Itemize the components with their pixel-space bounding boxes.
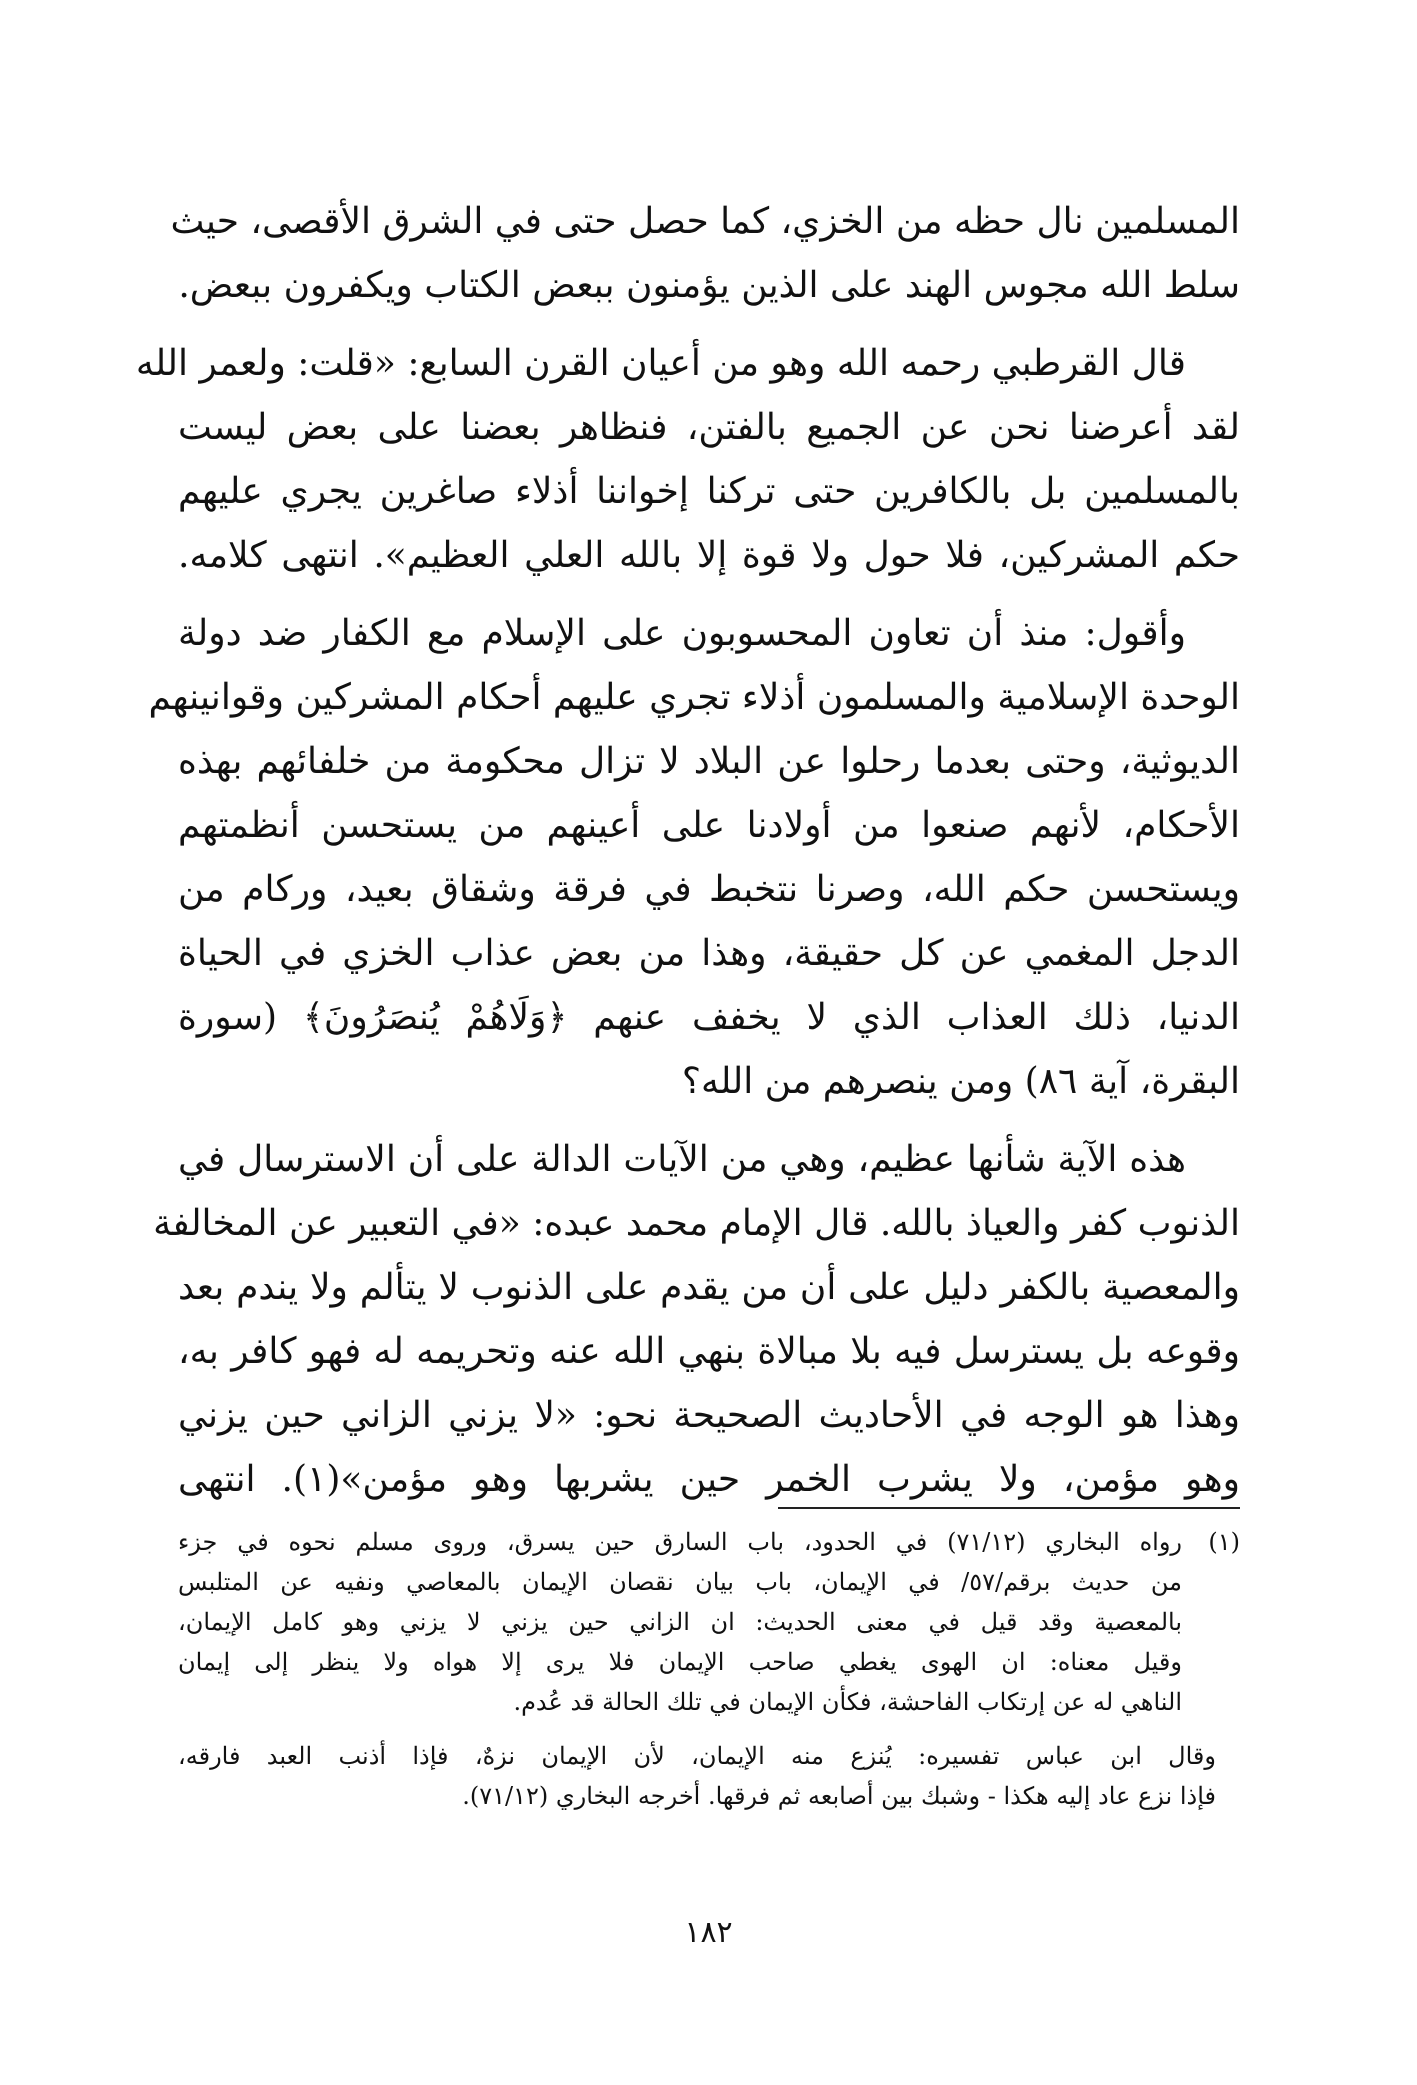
paragraph-author xyxy=(148,602,1240,1114)
footnote-line: بالمعصية وقد قيل في معنى الحديث: ان الزاني حين يزني لا يزني وهو كامل الإيمان، xyxy=(178,1608,1182,1636)
text-line: وأقول: منذ أن تعاون المحسوبون على الإسلام مع الكفار ضد دولة xyxy=(178,613,1186,654)
text-line: بالمسلمين بل بالكافرين حتى تركنا إخواننا أذلاء صاغرين يجري عليهم xyxy=(178,471,1240,512)
footnote-line: وقيل معناه: ان الهوى يغطي صاحب الإيمان فلا يرى إلا هواه ولا ينظر إلى إيمان xyxy=(178,1648,1182,1676)
text-line: الديوثية، وحتى بعدما رحلوا عن البلاد لا تزال محكومة من خلفائهم بهذه xyxy=(178,741,1240,782)
text-line-quran-verse: الدنيا، ذلك العذاب الذي لا يخفف عنهم ﴿وَلَاهُمْ يُنصَرُونَ﴾ (سورة xyxy=(178,997,1240,1038)
text-line: سلط الله مجوس الهند على الذين يؤمنون ببعض الكتاب ويكفرون ببعض. xyxy=(178,265,1240,306)
paragraph-qurtubi-quote xyxy=(135,332,1240,588)
page-number: ١٨٢ xyxy=(684,1915,733,1950)
text-line: وقوعه بل يسترسل فيه بلا مبالاة بنهي الله عنه وتحريمه له فهو كافر به، xyxy=(178,1331,1240,1372)
text-line: والمعصية بالكفر دليل على أن من يقدم على الذنوب لا يتألم ولا يندم بعد xyxy=(178,1267,1240,1308)
paragraph-abduh xyxy=(153,1128,1240,1512)
text-line: الدجل المغمي عن كل حقيقة، وهذا من بعض عذاب الخزي في الحياة xyxy=(178,933,1240,974)
footnotes xyxy=(178,1522,1240,1816)
text-line: قال القرطبي رحمه الله وهو من أعيان القرن السابع: «قلت: ولعمر الله xyxy=(135,343,1186,384)
footnote-line: الناهي له عن إرتكاب الفاحشة، فكأن الإيمان في تلك الحالة قد عُدم. xyxy=(513,1688,1182,1716)
text-line: البقرة، آية ٨٦) ومن ينصرهم من الله؟ xyxy=(681,1061,1240,1102)
text-line: الذنوب كفر والعياذ بالله. قال الإمام محمد عبده: «في التعبير عن المخالفة xyxy=(153,1203,1240,1244)
text-line: هذه الآية شأنها عظيم، وهي من الآيات الدالة على أن الاسترسال في xyxy=(178,1139,1186,1180)
text-line: الأحكام، لأنهم صنعوا من أولادنا على أعينهم من يستحسن أنظمتهم xyxy=(178,805,1240,846)
footnote-line: رواه البخاري (٧١/١٢) في الحدود، باب السارق حين يسرق، وروى مسلم نحوه في جزء xyxy=(178,1528,1182,1556)
text-line: المسلمين نال حظه من الخزي، كما حصل حتى في الشرق الأقصى، حيث xyxy=(170,201,1240,242)
text-line: وهو مؤمن، ولا يشرب الخمر حين يشربها وهو مؤمن»(١). انتهى xyxy=(178,1459,1240,1500)
footnote-line: فإذا نزع عاد إليه هكذا - وشبك بين أصابعه ثم فرقها. أخرجه البخاري (٧١/١٢). xyxy=(462,1782,1216,1810)
main-text xyxy=(135,190,1240,1526)
text-line: الوحدة الإسلامية والمسلمون أذلاء تجري عليهم أحكام المشركين وقوانينهم xyxy=(148,677,1240,718)
text-line: حكم المشركين، فلا حول ولا قوة إلا بالله العلي العظيم». انتهى كلامه. xyxy=(178,535,1240,576)
footnote-divider xyxy=(778,1507,1240,1509)
footnote-1 xyxy=(178,1522,1240,1722)
footnote-marker: (١) xyxy=(1208,1528,1240,1556)
text-line: وهذا هو الوجه في الأحاديث الصحيحة نحو: «لا يزني الزاني حين يزني xyxy=(178,1395,1240,1436)
footnote-line: من حديث برقم/٥٧/ في الإيمان، باب بيان نقصان الإيمان بالمعاصي ونفيه عن المتلبس xyxy=(178,1568,1182,1596)
paragraph xyxy=(170,190,1240,318)
footnote-continuation xyxy=(178,1736,1240,1816)
footnote-line: وقال ابن عباس تفسيره: يُنزع منه الإيمان، لأن الإيمان نزهٌ، فإذا أذنب العبد فارقه، xyxy=(178,1742,1216,1770)
text-line: لقد أعرضنا نحن عن الجميع بالفتن، فنظاهر بعضنا على بعض ليست xyxy=(178,407,1240,448)
text-line: ويستحسن حكم الله، وصرنا نتخبط في فرقة وشقاق بعيد، وركام من xyxy=(178,869,1240,910)
